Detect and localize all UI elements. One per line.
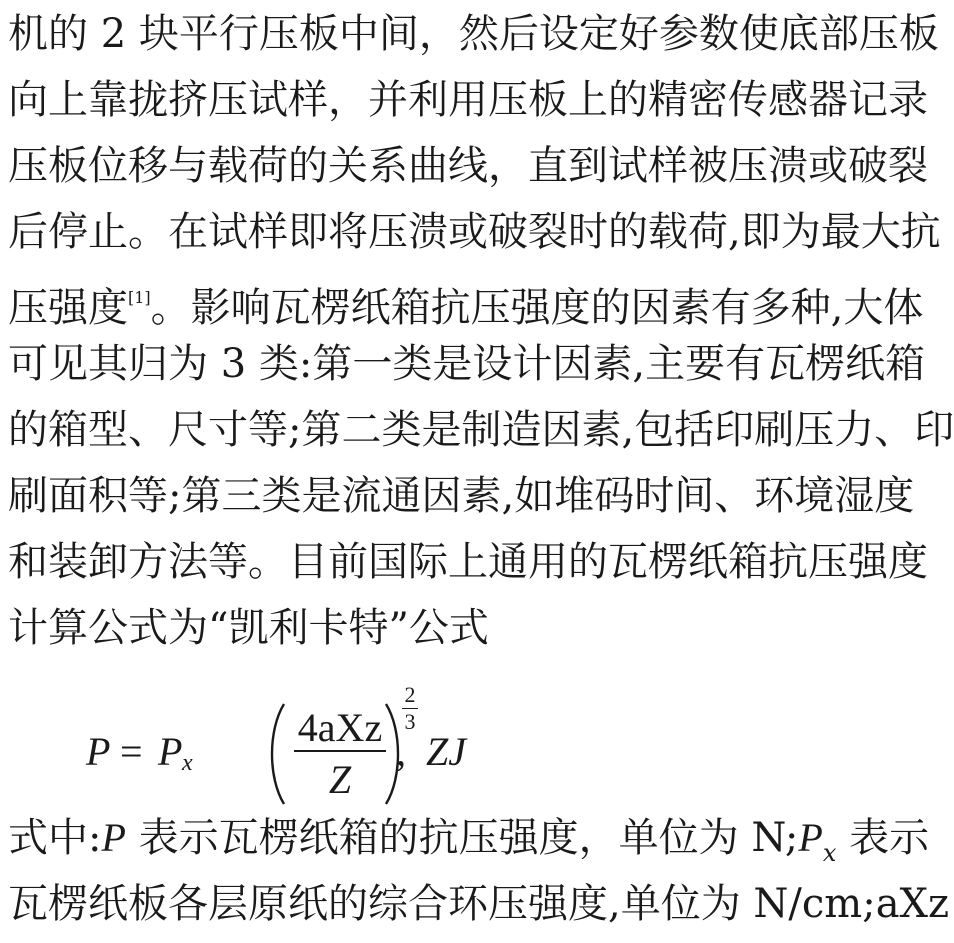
text-line-5 <box>8 268 924 331</box>
fraction-numerator: 4aXz <box>297 705 383 750</box>
text-line-9: 和装卸方法等。目前国际上通用的瓦楞纸箱抗压强度 <box>8 539 928 585</box>
text-segment: 表示瓦楞纸箱的抗压强度，单位为 N; <box>125 815 799 861</box>
variable-px: P <box>798 815 823 860</box>
fraction-bar <box>294 750 386 752</box>
text-line-2: 向上靠拢挤压试样，并利用压板上的精密传感器记录 <box>8 77 928 123</box>
formula-coef-sub: x <box>182 750 193 776</box>
kellicutt-formula <box>86 682 466 810</box>
formula-tail: ZJ <box>426 729 466 774</box>
text-segment: 表示 <box>836 815 930 861</box>
formula-exponent <box>402 684 418 733</box>
text-line-7: 的箱型、尺寸等;第二类是制造因素,包括印刷压力、印 <box>8 407 954 453</box>
left-paren <box>266 700 288 808</box>
formula-equals: = <box>120 729 143 774</box>
text-line-3: 压板位移与载荷的关系曲线，直到试样被压溃或破裂 <box>8 143 928 189</box>
formula-coef: P <box>158 729 183 774</box>
explanation-line-2: 瓦楞纸板各层原纸的综合环压强度,单位为 N/cm;aXz <box>8 881 950 927</box>
text-line-6: 可见其归为 3 类:第一类是设计因素,主要有瓦楞纸箱 <box>8 341 926 387</box>
citation-ref: [1] <box>128 288 151 307</box>
text-line-10: 计算公式为“凯利卡特”公式 <box>8 605 489 651</box>
fraction-denominator: Z <box>328 757 352 802</box>
text-segment: 压强度 <box>8 285 128 331</box>
formula-comma: , <box>396 729 406 774</box>
explanation-line-1 <box>8 808 930 868</box>
text-line-4: 后停止。在试样即将压溃或破裂时的载荷,即为最大抗 <box>8 209 941 255</box>
text-segment: 式中: <box>8 815 102 861</box>
text-segment: 。影响瓦楞纸箱抗压强度的因素有多种,大体 <box>150 285 924 331</box>
exponent-denominator: 3 <box>404 709 416 734</box>
variable-px-sub: x <box>822 839 837 867</box>
formula-lhs: P <box>86 729 111 774</box>
text-line-8: 刷面积等;第三类是流通因素,如堆码时间、环境湿度 <box>8 473 915 519</box>
exponent-numerator: 2 <box>404 682 416 707</box>
text-line-1: 机的 2 块平行压板中间，然后设定好参数使底部压板 <box>8 11 939 57</box>
variable-p: P <box>101 815 126 860</box>
